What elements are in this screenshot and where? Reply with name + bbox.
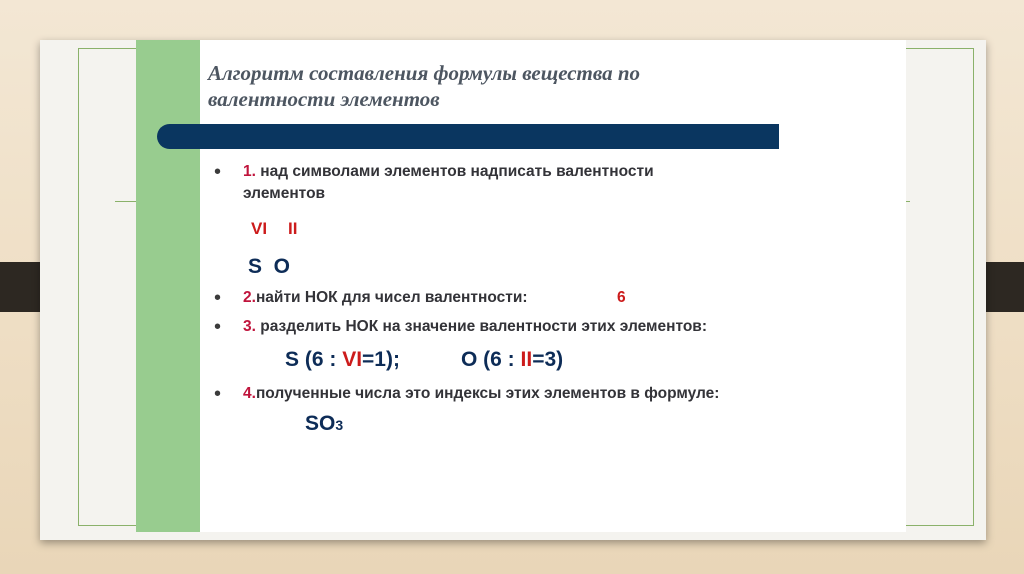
bullet-2: • xyxy=(214,287,222,309)
division-o-prefix: O (6 : xyxy=(461,348,521,371)
title-line-1: Алгоритм составления формулы вещества по xyxy=(208,61,641,85)
item-2-value xyxy=(617,287,626,309)
item-2 xyxy=(243,287,528,309)
slide-title xyxy=(208,60,768,112)
lcm-value: 6 xyxy=(617,289,626,306)
item-2-number: 2. xyxy=(243,289,256,306)
item-1-number: 1. xyxy=(243,163,256,180)
item-2-text: найти НОК для чисел валентности: xyxy=(255,289,528,306)
element-symbols: S O xyxy=(248,255,291,278)
item-4 xyxy=(243,383,719,405)
formula-subscript: 3 xyxy=(335,417,344,433)
item-3-number: 3. xyxy=(243,318,256,335)
item-1 xyxy=(243,161,654,205)
item-3 xyxy=(243,316,707,338)
result-formula xyxy=(305,412,343,436)
title-line-2: валентности элементов xyxy=(208,87,440,111)
item-4-text: полученные числа это индексы этих элементов в формуле: xyxy=(255,385,720,402)
green-side-bar xyxy=(136,40,200,532)
division-o xyxy=(461,348,563,372)
formula-base: SO xyxy=(305,412,336,435)
division-s-valence: VI xyxy=(342,348,363,371)
division-s xyxy=(285,348,400,372)
item-4-number: 4. xyxy=(243,385,256,402)
title-underline-bar xyxy=(157,124,779,149)
bullet-3: • xyxy=(214,316,222,338)
bullet-1: • xyxy=(214,161,222,183)
item-3-text: разделить НОК на значение валентности этих элементов: xyxy=(255,318,707,335)
slide-content-area xyxy=(136,40,906,532)
division-s-suffix: =1); xyxy=(362,348,400,371)
bullet-4: • xyxy=(214,383,222,405)
item-1-text-line2: элементов xyxy=(243,185,326,202)
item-1-text: над символами элементов надписать валентности xyxy=(255,163,654,180)
division-o-valence: II xyxy=(520,348,533,371)
valence-s: VI xyxy=(251,219,268,238)
valence-o: II xyxy=(288,219,298,238)
division-s-prefix: S (6 : xyxy=(285,348,343,371)
division-o-suffix: =3) xyxy=(532,348,564,371)
